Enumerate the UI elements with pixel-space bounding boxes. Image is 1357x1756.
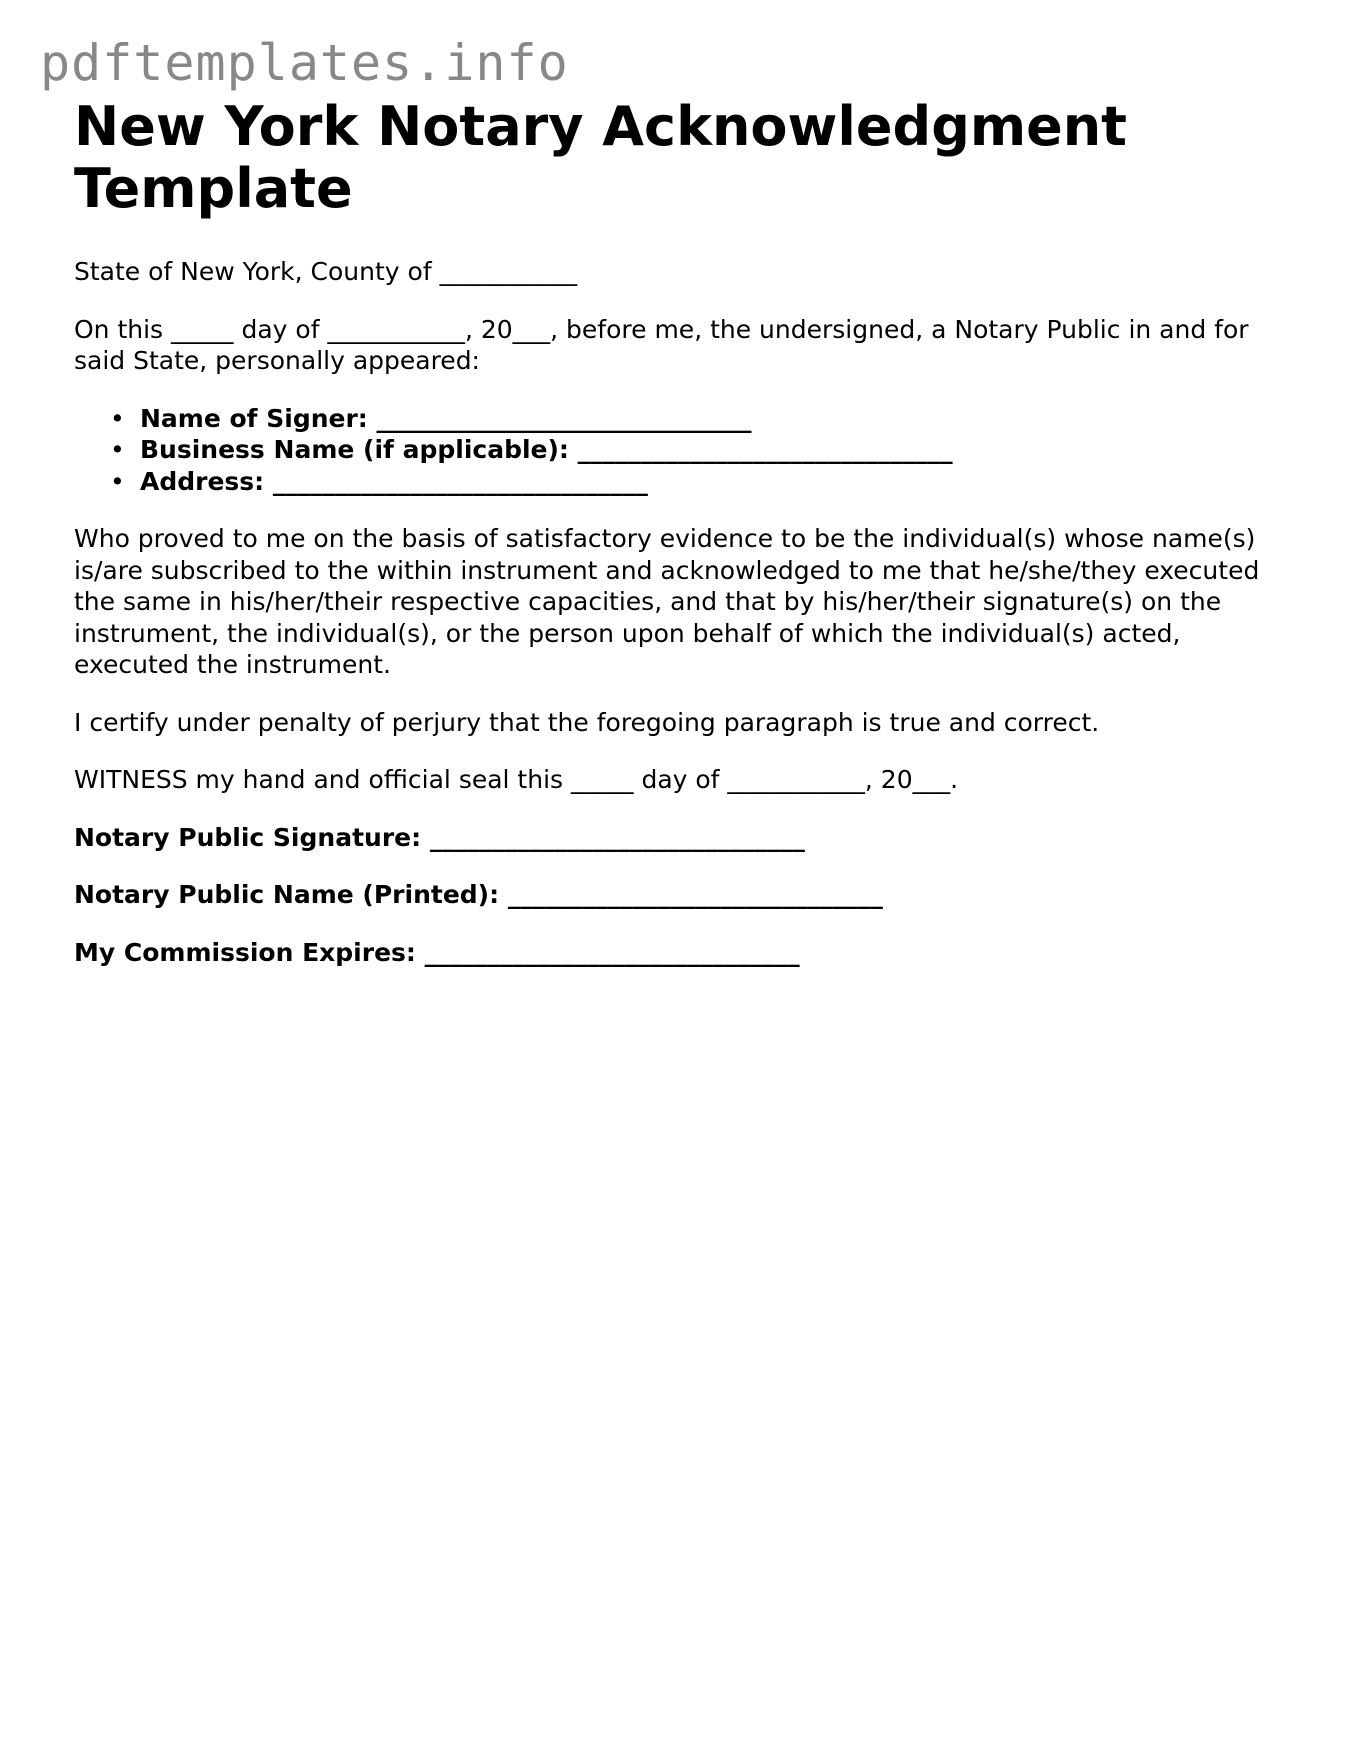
- notary-name-field: [74, 879, 1294, 911]
- notary-signature-field: [74, 822, 1294, 854]
- evidence-paragraph: Who proved to me on the basis of satisfactory evidence to be the individual(s) whose name(s) is/are subscribed to the within instrument and acknowledged to me that he/she/they executed the same in his/her/their respective capacities, and that by his/her/their signature(s) on the instrument, the individual(s), or the person upon behalf of which the individual(s) acted, executed the instrument.: [74, 524, 1260, 679]
- bullet-icon: •: [110, 403, 125, 433]
- field-blank: ______________________________: [376, 403, 752, 433]
- field-label: Business Name (if applicable):: [140, 435, 569, 464]
- signer-name-field: [110, 403, 1294, 435]
- field-label: My Commission Expires:: [74, 937, 416, 967]
- business-name-field: [110, 434, 1294, 466]
- field-label: Notary Public Name (Printed):: [74, 880, 500, 909]
- bullet-icon: •: [110, 466, 125, 496]
- address-field: [110, 466, 1294, 498]
- field-label: Notary Public Signature:: [74, 822, 422, 852]
- signer-field-list: [74, 403, 1294, 498]
- field-blank: ______________________________: [424, 937, 800, 967]
- commission-expires-field: [74, 937, 1294, 969]
- field-label: Address:: [140, 466, 265, 496]
- certify-line: I certify under penalty of perjury that the foregoing paragraph is true and correct.: [74, 707, 1100, 737]
- watermark: pdftemplates.info: [40, 34, 569, 92]
- bullet-icon: •: [110, 435, 125, 464]
- field-blank: ______________________________: [429, 822, 805, 852]
- field-blank: ______________________________: [272, 466, 648, 496]
- field-blank: ______________________________: [507, 880, 883, 909]
- document-body: [74, 96, 1294, 968]
- field-label: Name of Signer:: [140, 403, 368, 433]
- witness-line: WITNESS my hand and official seal this _____ day of ___________, 20___.: [74, 765, 959, 794]
- page-title: New York Notary Acknowledgment Template: [74, 95, 1127, 220]
- field-blank: ______________________________: [577, 435, 953, 464]
- county-line: State of New York, County of ___________: [74, 257, 578, 286]
- appeared-line: On this _____ day of ___________, 20___, before me, the undersigned, a Notary Public in and for said State, personally appeared:: [74, 314, 1249, 375]
